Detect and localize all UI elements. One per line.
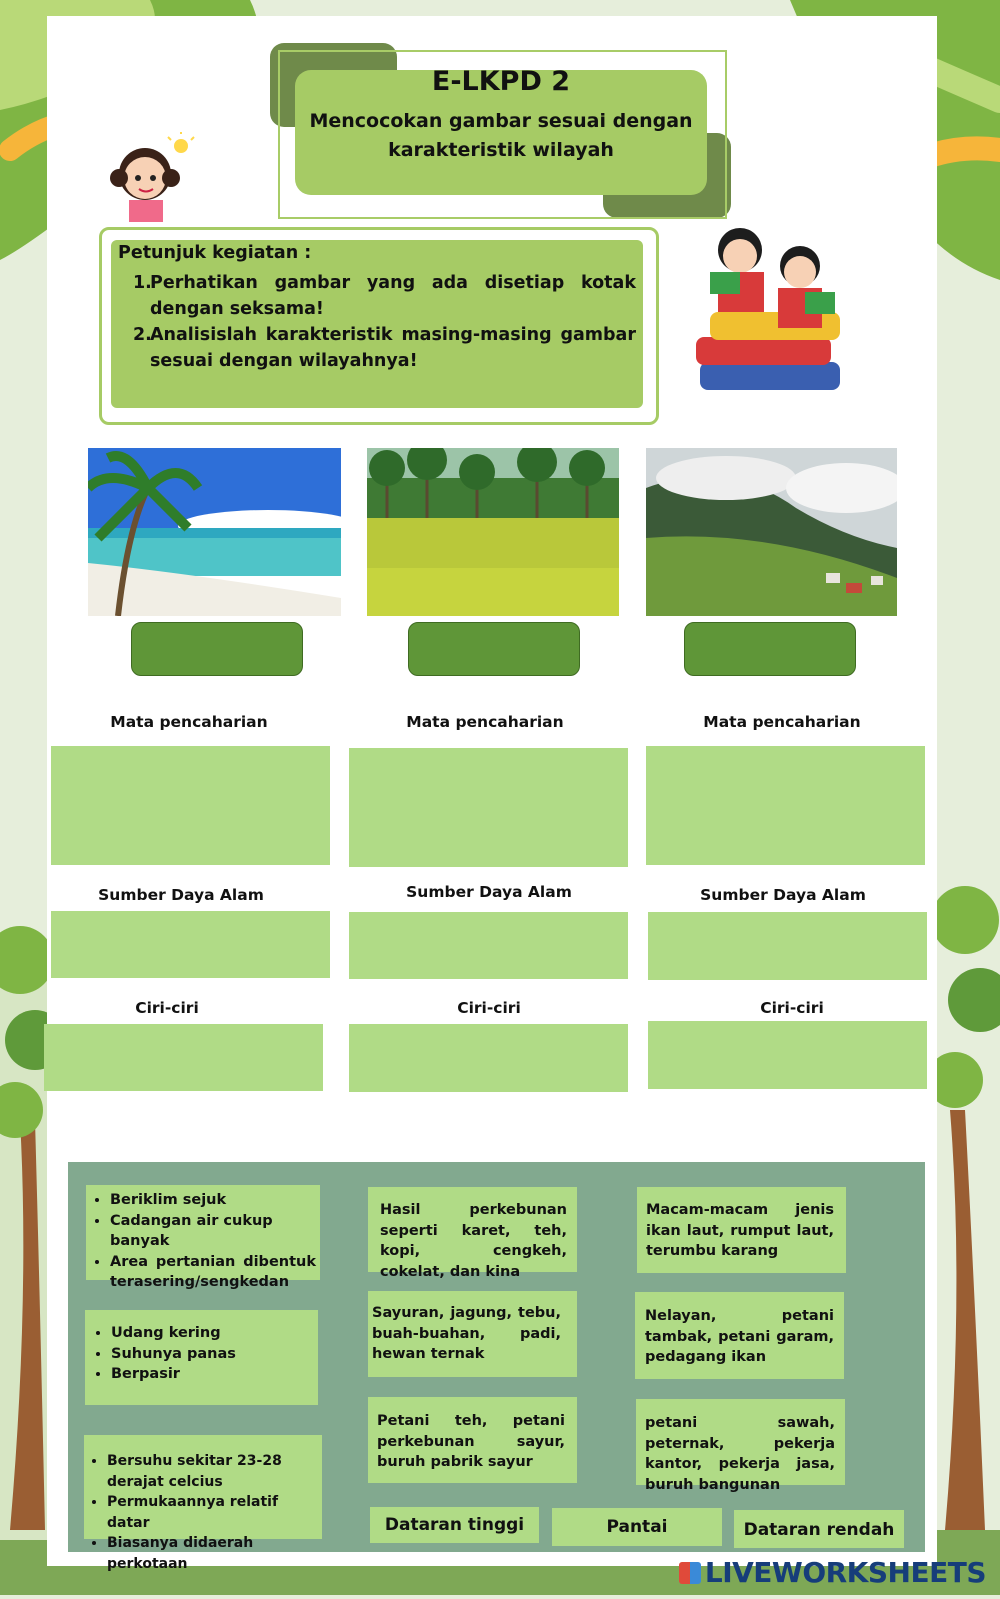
livelihood-label: Mata pencaharian	[406, 713, 564, 731]
instruction-number: 1.	[133, 273, 152, 293]
resources-dropzone[interactable]	[51, 911, 330, 978]
answer-card[interactable]	[85, 1310, 318, 1405]
liveworksheets-grid-icon	[679, 1562, 701, 1584]
answer-card[interactable]	[86, 1185, 320, 1290]
region-name-dropzone[interactable]	[684, 622, 856, 676]
instruction-text: Perhatikan gambar yang ada disetiap kotak dengan seksama!	[150, 273, 636, 319]
girl-illustration	[103, 132, 198, 222]
rice-field-photo	[367, 448, 619, 616]
resources-dropzone[interactable]	[349, 912, 628, 979]
answer-card[interactable]: Hasil perkebunan seperti karet, teh, kopi, cengkeh, cokelat, dan kina	[368, 1187, 577, 1272]
answer-card-line: • Cadangan air cukup banyak	[110, 1211, 316, 1252]
answer-card-line: • Bersuhu sekitar 23-28 derajat celcius	[107, 1451, 319, 1492]
brand-text: LIVEWORKSHEETS	[704, 1556, 986, 1589]
answer-card-line: • Area pertanian dibentuk terasering/sengkedan	[110, 1252, 316, 1293]
subtitle-line: Mencocokan gambar sesuai dengan	[309, 110, 693, 132]
traits-label: Ciri-ciri	[135, 999, 199, 1017]
livelihood-dropzone[interactable]	[646, 746, 925, 865]
region-tag[interactable]: Pantai	[552, 1508, 722, 1546]
livelihood-label: Mata pencaharian	[703, 713, 861, 731]
instruction-text: Analisislah karakteristik masing-masing gambar sesuai dengan wilayahnya!	[150, 325, 636, 371]
instruction-item	[128, 322, 636, 374]
instructions-list	[128, 270, 636, 374]
traits-label: Ciri-ciri	[760, 999, 824, 1017]
region-name-dropzone[interactable]	[408, 622, 580, 676]
resources-dropzone[interactable]	[648, 912, 927, 980]
answer-card-list	[87, 1451, 319, 1574]
instruction-number: 2.	[133, 325, 152, 345]
answer-card[interactable]	[84, 1435, 322, 1572]
title-box	[295, 66, 707, 195]
resources-label: Sumber Daya Alam	[406, 883, 572, 901]
livelihood-dropzone[interactable]	[51, 746, 330, 865]
traits-label: Ciri-ciri	[457, 999, 521, 1017]
region-tag[interactable]: Dataran rendah	[734, 1510, 904, 1548]
answer-card-line: • Beriklim sejuk	[110, 1190, 316, 1211]
subtitle-line: karakteristik wilayah	[388, 139, 614, 161]
girl-thinking-icon	[103, 132, 198, 222]
rice-field-photo-art	[367, 448, 619, 616]
kids-reading-illustration	[690, 222, 860, 412]
kids-on-books-icon	[690, 222, 860, 412]
traits-dropzone[interactable]	[349, 1024, 628, 1092]
answer-card[interactable]: Sayuran, jagung, tebu, buah-buahan, padi, hewan ternak	[368, 1291, 577, 1377]
beach-photo	[88, 448, 341, 616]
answer-card-line: • Suhunya panas	[111, 1344, 314, 1365]
highland-photo	[646, 448, 897, 616]
answer-card-line: • Permukaannya relatif datar	[107, 1492, 319, 1533]
liveworksheets-logo	[679, 1556, 986, 1589]
region-tag[interactable]: Dataran tinggi	[370, 1507, 539, 1543]
resources-label: Sumber Daya Alam	[98, 886, 264, 904]
traits-dropzone[interactable]	[648, 1021, 927, 1089]
answer-card-line: • Berpasir	[111, 1364, 314, 1385]
page-subtitle	[295, 107, 707, 165]
highland-photo-art	[646, 448, 897, 616]
beach-photo-art	[88, 448, 341, 616]
answer-card[interactable]: petani sawah, peternak, pekerja kantor, pekerja jasa, buruh bangunan	[636, 1399, 845, 1485]
answer-card[interactable]: Macam-macam jenis ikan laut, rumput laut, terumbu karang	[637, 1187, 846, 1273]
instruction-item	[128, 270, 636, 322]
page-title: E-LKPD 2	[431, 66, 571, 97]
resources-label: Sumber Daya Alam	[700, 886, 866, 904]
answer-card-list	[91, 1323, 314, 1385]
answer-card-line: • Udang kering	[111, 1323, 314, 1344]
answer-card-line: • Biasanya didaerah perkotaan	[107, 1533, 319, 1574]
region-name-dropzone[interactable]	[131, 622, 303, 676]
livelihood-label: Mata pencaharian	[110, 713, 268, 731]
answer-card-list	[90, 1190, 316, 1293]
traits-dropzone[interactable]	[44, 1024, 323, 1091]
instructions-heading: Petunjuk kegiatan :	[118, 243, 312, 263]
answer-card[interactable]: Petani teh, petani perkebunan sayur, buruh pabrik sayur	[368, 1397, 577, 1483]
answer-card[interactable]: Nelayan, petani tambak, petani garam, pedagang ikan	[635, 1292, 844, 1379]
livelihood-dropzone[interactable]	[349, 748, 628, 867]
